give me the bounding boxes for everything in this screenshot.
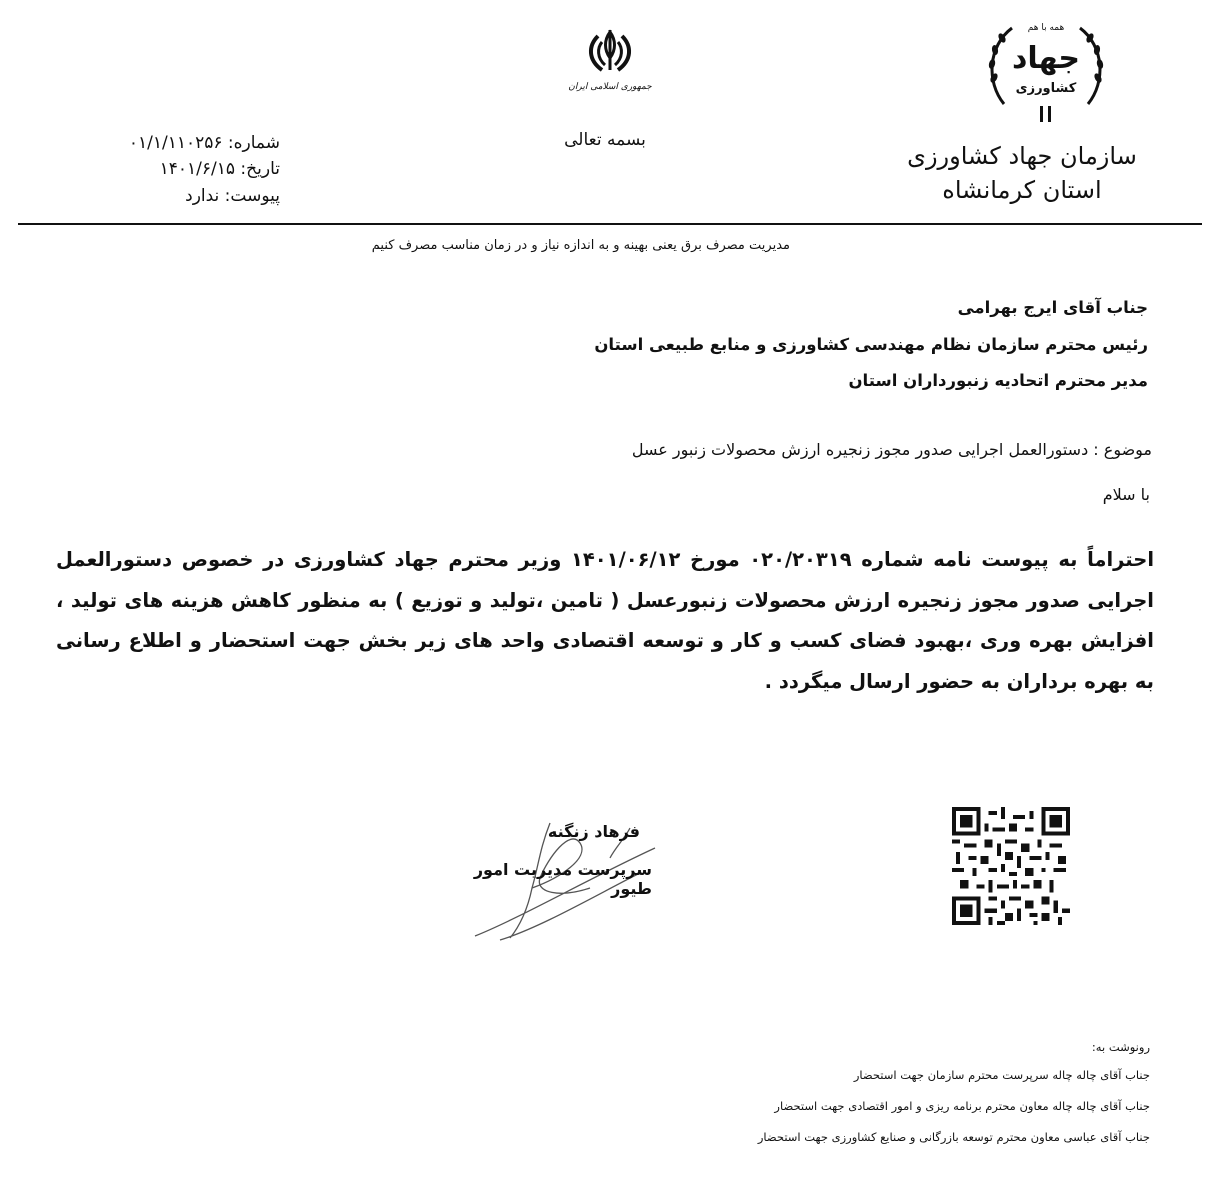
letter-attachment: پیوست: ندارد	[185, 185, 280, 206]
addressee-line: رئیس محترم سازمان نظام مهندسی کشاورزی و منابع طبیعی استان	[594, 334, 1148, 354]
qr-code	[952, 807, 1070, 925]
org-logo	[982, 8, 1110, 126]
letter-number: شماره: ۰۱/۱/۱۱۰۲۵۶	[128, 133, 280, 153]
letter-meta	[60, 130, 280, 209]
org-logo-top-text: همه با هم	[1027, 23, 1065, 33]
addressee-line: مدیر محترم اتحادیه زنبورداران استان	[848, 371, 1148, 391]
org-logo-main-text: جهاد	[1011, 41, 1081, 76]
cc-line: جناب آقای عباسی معاون محترم توسعه بازرگانی و صنایع کشاورزی جهت استحضار	[757, 1130, 1150, 1144]
cc-title: رونوشت به:	[1091, 1040, 1150, 1054]
energy-note: مدیریت مصرف برق یعنی بهینه و به اندازه نیاز و در زمان مناسب مصرف کنیم	[371, 238, 790, 253]
letter-body: احتراماً به پیوست نامه شماره ۰۲۰/۲۰۳۱۹ مورخ ۱۴۰۱/۰۶/۱۲ وزیر محترم جهاد کشاورزی در خصوص دستورالعمل اجرایی صدور مجوز زنجیره ارزش محصولات زنبورعسل ( تامین ،تولید و توزیع ) به منظور کاهش هزینه های تولید ، افزایش بهره وری ،بهبود فضای کسب و کار و توسعه اقتصادی واحد های زیر بخش جهت استحضار و اطلاع رسانی به بهره برداران به حضور ارسال میگردد .	[56, 548, 1154, 693]
addressee-line: جناب آقای ایرج بهرامی	[957, 298, 1148, 317]
addressees	[448, 290, 1148, 400]
bismillah: بسمه تعالی	[564, 130, 646, 150]
signer-title: سرپرست مدیریت امور طیور	[473, 860, 652, 898]
cc-line: جناب آقای چاله چاله سرپرست محترم سازمان جهت استحضار	[853, 1068, 1150, 1082]
cc-list	[730, 1040, 1150, 1161]
signature-block	[440, 818, 660, 948]
org-name-line-1: سازمان جهاد کشاورزی	[907, 142, 1137, 170]
org-logo-sub-text: کشاورزی	[1015, 81, 1077, 96]
signer-name: فرهاد زنگنه	[547, 822, 640, 841]
org-name-line-2: استان کرمانشاه	[942, 175, 1102, 204]
letter-date: تاریخ: ۱۴۰۱/۶/۱۵	[159, 159, 280, 180]
org-name	[892, 140, 1152, 207]
emblem	[555, 28, 665, 92]
greeting: با سلام	[1102, 485, 1150, 504]
subject-line: موضوع : دستورالعمل اجرایی صدور مجوز زنجیره ارزش محصولات زنبور عسل	[631, 440, 1152, 459]
cc-line: جناب آقای چاله چاله معاون محترم برنامه ریزی و امور اقتصادی جهت استحضار	[774, 1099, 1150, 1113]
iran-emblem-icon	[580, 28, 640, 76]
header-divider	[18, 223, 1202, 225]
emblem-caption: جمهوری اسلامی ایران	[568, 82, 652, 92]
